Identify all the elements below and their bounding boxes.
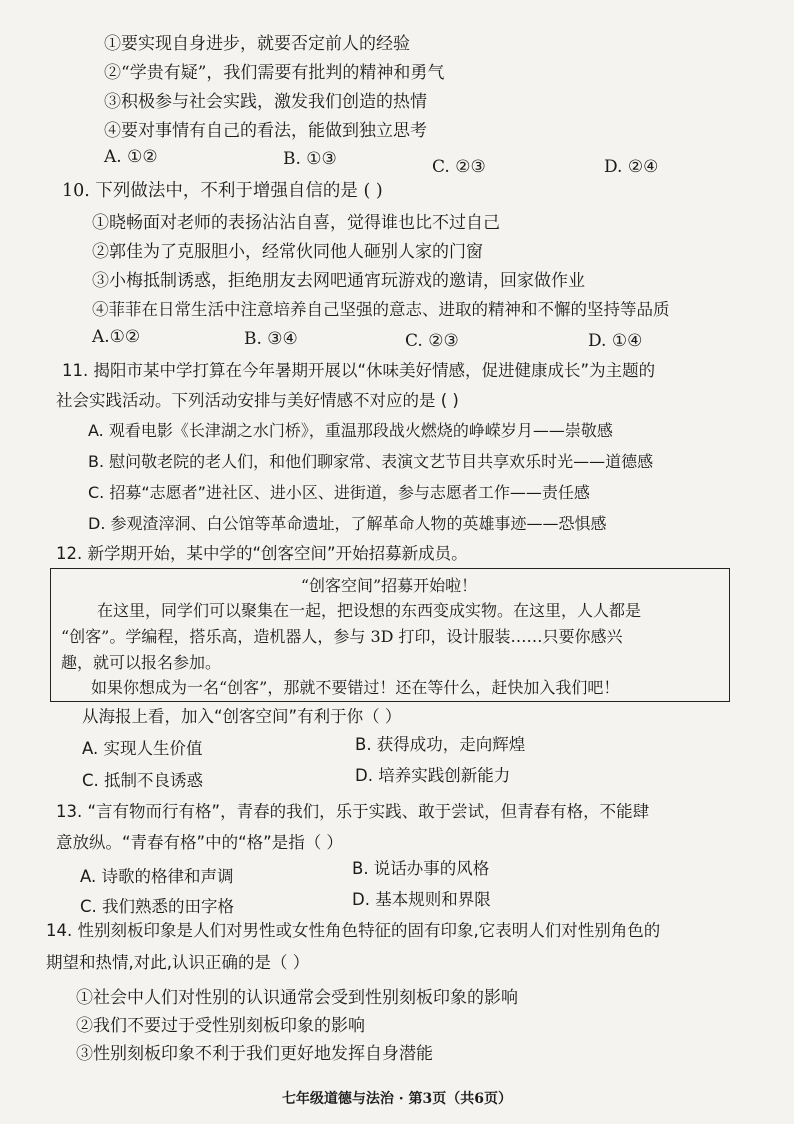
option-c: C. ②③ bbox=[432, 157, 486, 177]
q12-option-c: C. 抵制不良诱惑 bbox=[82, 771, 204, 790]
question-10-stem: 10. 下列做法中，不利于增强自信的是 ( ) bbox=[62, 181, 383, 201]
question-11-stem-line2: 社会实践活动。下列活动安排与美好情感不对应的是 ( ) bbox=[56, 391, 459, 410]
q12-option-d: D. 培养实践创新能力 bbox=[355, 766, 511, 785]
q13-option-c: C. 我们熟悉的田字格 bbox=[80, 897, 235, 916]
poster-line-1: 在这里，同学们可以聚集在一起，把设想的东西变成实物。在这里，人人都是 bbox=[97, 601, 642, 620]
q11-option-c: C. 招募“志愿者”进社区、进小区、进街道，参与志愿者工作——责任感 bbox=[88, 483, 590, 502]
q10-statement-3: ③小梅抵制诱惑，拒绝朋友去网吧通宵玩游戏的邀请，回家做作业 bbox=[92, 271, 585, 291]
question-14-stem-line2: 期望和热情,对此,认识正确的是（ ） bbox=[46, 953, 310, 972]
q12-question: 从海报上看，加入“创客空间”有利于你（ ） bbox=[82, 707, 402, 726]
q10-option-a: A.①② bbox=[92, 327, 141, 347]
question-14-stem-line1: 14. 性别刻板印象是人们对男性或女性角色特征的固有印象,它表明人们对性别角色的 bbox=[46, 921, 661, 940]
q11-option-a: A. 观看电影《长津湖之水门桥》，重温那段战火燃烧的峥嵘岁月——崇敬感 bbox=[88, 421, 613, 440]
q10-statement-2: ②郭佳为了克服胆小，经常伙同他人砸别人家的门窗 bbox=[92, 242, 483, 262]
option-a: A. ①② bbox=[104, 147, 158, 167]
q12-option-b: B. 获得成功，走向辉煌 bbox=[355, 735, 526, 754]
question-13-stem-line2: 意放纵。“青春有格”中的“格”是指（ ） bbox=[56, 833, 343, 852]
question-13-stem-line1: 13. “言有物而行有格”，青春的我们，乐于实践、敢于尝试，但青春有格，不能肆 bbox=[56, 802, 650, 821]
q14-statement-1: ①社会中人们对性别的认识通常会受到性别刻板印象的影响 bbox=[76, 988, 518, 1008]
q11-option-b: B. 慰问敬老院的老人们，和他们聊家常、表演文艺节目共享欢乐时光——道德感 bbox=[88, 452, 654, 471]
q10-option-d: D. ①④ bbox=[588, 331, 643, 351]
recruitment-poster bbox=[50, 568, 730, 702]
q10-option-b: B. ③④ bbox=[244, 329, 298, 349]
poster-line-4: 如果你想成为一名“创客”，那就不要错过！还在等什么，赶快加入我们吧！ bbox=[91, 678, 620, 697]
q14-statement-3: ③性别刻板印象不利于我们更好地发挥自身潜能 bbox=[76, 1044, 433, 1064]
q10-statement-4: ④菲菲在日常生活中注意培养自己坚强的意志、进取的精神和不懈的坚持等品质 bbox=[92, 300, 670, 319]
q13-option-b: B. 说话办事的风格 bbox=[352, 859, 490, 878]
statement-1: ①要实现自身进步，就要否定前人的经验 bbox=[104, 34, 410, 54]
statement-4: ④要对事情有自己的看法，能做到独立思考 bbox=[104, 121, 427, 141]
option-b: B. ①③ bbox=[283, 149, 337, 169]
q14-statement-2: ②我们不要过于受性别刻板印象的影响 bbox=[76, 1016, 365, 1036]
question-12-stem: 12. 新学期开始，某中学的“创客空间”开始招募新成员。 bbox=[56, 544, 468, 563]
poster-line-2: “创客”。学编程，搭乐高，造机器人，参与 3D 打印，设计服装……只要你感兴 bbox=[61, 627, 623, 646]
q10-statement-1: ①晓畅面对老师的表扬沾沾自喜，觉得谁也比不过自己 bbox=[92, 213, 500, 233]
q12-option-a: A. 实现人生价值 bbox=[82, 739, 203, 758]
poster-title: “创客空间”招募开始啦！ bbox=[300, 576, 478, 595]
q10-option-c: C. ②③ bbox=[405, 331, 459, 351]
question-11-stem-line1: 11. 揭阳市某中学打算在今年暑期开展以“休味美好情感，促进健康成长”为主题的 bbox=[62, 361, 656, 380]
q13-option-d: D. 基本规则和界限 bbox=[352, 890, 491, 909]
page-footer: 七年级道德与法治 · 第3页（共6页） bbox=[281, 1091, 513, 1107]
q11-option-d: D. 参观渣滓洞、白公馆等革命遗址，了解革命人物的英雄事迹——恐惧感 bbox=[88, 514, 607, 533]
statement-2: ②“学贵有疑”，我们需要有批判的精神和勇气 bbox=[104, 63, 445, 83]
poster-line-3: 趣，就可以报名参加。 bbox=[61, 653, 222, 672]
statement-3: ③积极参与社会实践，激发我们创造的热情 bbox=[104, 92, 427, 112]
q13-option-a: A. 诗歌的格律和声调 bbox=[80, 867, 234, 886]
option-d: D. ②④ bbox=[604, 157, 659, 177]
